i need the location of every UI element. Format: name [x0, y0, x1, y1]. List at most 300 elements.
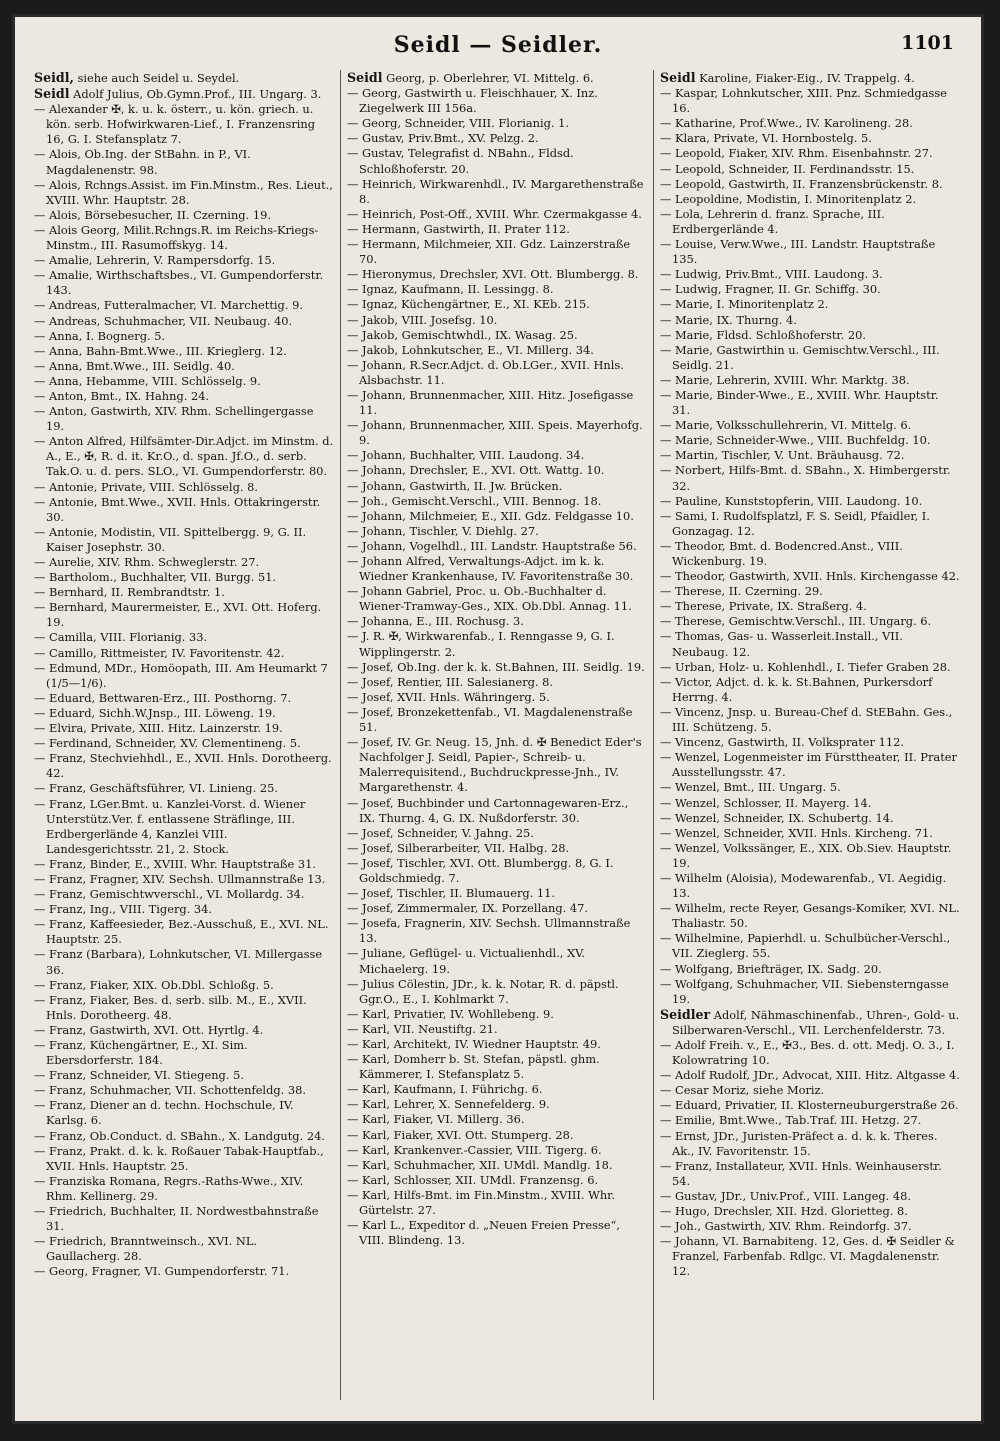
directory-entry [34, 600, 334, 630]
directory-entry [660, 841, 960, 871]
entry-text: — Martin, Tischler, V. Unt. Bräuhausg. 72. [660, 448, 905, 463]
directory-entry [347, 267, 647, 282]
entry-text: — Johann, VI. Barnabiteng. 12, Ges. d. ✠ Seidler & Franzel, Farbenfab. Rdlgc. VI. Magdalenenstr. 12. [660, 1234, 955, 1279]
directory-entry [347, 796, 647, 826]
entry-text: — Georg, Schneider, VIII. Florianig. 1. [347, 116, 570, 131]
entry-text: — Gustav, JDr., Univ.Prof., VIII. Langeg. 48. [660, 1188, 911, 1203]
directory-entry [660, 1113, 960, 1128]
column-divider [340, 70, 341, 1400]
entry-text: — Camilla, VIII. Florianig. 33. [34, 630, 208, 645]
entry-text: — J. R. ✠, Wirkwarenfab., I. Renngasse 9, G. I. Wipplingerstr. 2. [347, 629, 615, 659]
directory-entry [34, 253, 334, 268]
directory-entry [347, 614, 647, 629]
entry-text: — Hermann, Gastwirth, II. Prater 112. [347, 221, 570, 236]
directory-entry [34, 1204, 334, 1234]
directory-entry [347, 418, 647, 448]
directory-entry [660, 1204, 960, 1219]
entry-text: — Jakob, Lohnkutscher, E., VI. Millerg. 34. [347, 342, 594, 357]
page-title: Seidl — Seidler. [393, 32, 603, 58]
directory-entry [34, 872, 334, 887]
directory-entry [347, 282, 647, 297]
directory-entry [34, 495, 334, 525]
entry-text: — Josef, Bronzekettenfab., VI. Magdalenenstraße 51. [347, 704, 633, 735]
entry-text: — Franz, Geschäftsführer, VI. Linieng. 25. [34, 781, 278, 796]
columns-container [34, 70, 964, 1410]
directory-entry [34, 1264, 334, 1279]
entry-text: — Louise, Verw.Wwe., III. Landstr. Hauptstraße 135. [660, 237, 936, 267]
entry-text: — Heinrich, Post-Off., XVIII. Whr. Czermakgasse 4. [347, 206, 642, 221]
directory-entry [660, 373, 960, 388]
directory-entry [347, 1112, 647, 1127]
entry-text: — Joh., Gemischt.Verschl., VIII. Bennog. 18. [347, 493, 602, 508]
entry-text: Adolf, Nähmaschinenfab., Uhren-, Gold- u. Silberwaren-Verschl., VII. Lerchenfelderstr. 73. [672, 1007, 960, 1037]
directory-entry [34, 736, 334, 751]
entry-text: — Wenzel, Schneider, XVII. Hnls. Kircheng. 71. [660, 825, 933, 840]
directory-entry [347, 675, 647, 690]
entry-text: — Karl, Fiaker, XVI. Ott. Stumperg. 28. [347, 1127, 574, 1142]
entry-text: — Anton, Bmt., IX. Hahng. 24. [34, 388, 210, 403]
entry-text: — Urban, Holz- u. Kohlenhdl., I. Tiefer Graben 28. [660, 659, 951, 674]
entry-text: — Alois, Börsebesucher, II. Czerning. 19. [34, 207, 271, 222]
entry-text: — Marie, Lehrerin, XVIII. Whr. Marktg. 38. [660, 372, 910, 387]
directory-entry [347, 1007, 647, 1022]
entry-text: — Josef, Rentier, III. Salesianerg. 8. [347, 674, 554, 689]
directory-entry [347, 70, 647, 86]
directory-entry [347, 886, 647, 901]
entry-text: — Therese, Private, IX. Straßerg. 4. [660, 599, 867, 614]
entry-text: — Leopold, Gastwirth, II. Franzensbrückenstr. 8. [660, 176, 943, 191]
entry-text: — Franz, Installateur, XVII. Hnls. Weinhauserstr. 54. [660, 1158, 942, 1188]
directory-entry [660, 116, 960, 131]
entry-text: — Johanna, E., III. Rochusg. 3. [347, 614, 524, 629]
entry-text: — Wenzel, Bmt., III. Ungarg. 5. [660, 780, 841, 795]
directory-entry [34, 434, 334, 479]
directory-entry [34, 797, 334, 857]
entry-text: — Jakob, VIII. Josefsg. 10. [347, 312, 498, 327]
directory-entry [34, 208, 334, 223]
directory-entry [347, 901, 647, 916]
directory-entry [660, 750, 960, 780]
directory-entry [347, 690, 647, 705]
directory-entry [660, 448, 960, 463]
entry-text: — Josef, Silberarbeiter, VII. Halbg. 28. [347, 840, 570, 855]
directory-entry [34, 721, 334, 736]
directory-entry [34, 751, 334, 781]
entry-text: — Anna, I. Bognerg. 5. [34, 328, 166, 343]
directory-entry [347, 735, 647, 795]
entry-text: — Ferdinand, Schneider, XV. Clementineng. 5. [34, 736, 301, 751]
entry-text: — Franz, LGer.Bmt. u. Kanzlei-Vorst. d. Wiener Unterstütz.Ver. f. entlassene Sträflinge, III. Erdbergerlände 4, Kanzlei VIII. Landesgerichtsstr. 21, 2. Stock. [34, 796, 306, 856]
directory-entry [660, 780, 960, 795]
entry-text: — Franz, Kaffeesieder, Bez.-Ausschuß, E., XVI. NL. Hauptstr. 25. [34, 917, 329, 947]
directory-entry [34, 359, 334, 374]
directory-entry [34, 630, 334, 645]
directory-entry [34, 147, 334, 177]
entry-text: — Johann Alfred, Verwaltungs-Adjct. im k. k. Wiedner Krankenhause, IV. Favoritenstraße 30. [347, 554, 634, 584]
directory-entry [34, 887, 334, 902]
directory-entry [347, 1082, 647, 1097]
entry-text: — Bartholom., Buchhalter, VII. Burgg. 51. [34, 570, 277, 585]
entry-text: — Leopold, Schneider, II. Ferdinandsstr. 15. [660, 161, 915, 176]
page-number: 1101 [901, 32, 954, 54]
directory-entry [660, 1007, 960, 1038]
entry-text: — Franz, Stechviehhdl., E., XVII. Hnls. Dorotheerg. 42. [34, 751, 332, 781]
entry-text: — Franz, Schneider, VI. Stiegeng. 5. [34, 1068, 244, 1083]
directory-entry [347, 237, 647, 267]
directory-entry [660, 237, 960, 267]
entry-text: — Eduard, Sichh.W.Jnsp., III. Löweng. 19. [34, 705, 276, 720]
entry-text: — Wilhelm (Aloisia), Modewarenfab., VI. Aegidig. 13. [660, 870, 947, 901]
directory-entry [347, 1052, 647, 1082]
directory-entry [347, 509, 647, 524]
entry-text: — Karl, Schlosser, XII. UMdl. Franzensg. 6. [347, 1172, 599, 1187]
directory-entry [347, 916, 647, 946]
directory-entry [34, 1023, 334, 1038]
entry-text: — Josef, Buchbinder und Cartonnagewaren-Erz., IX. Thurng. 4, G. IX. Nußdorferstr. 30. [347, 795, 629, 825]
directory-entry [347, 1037, 647, 1052]
directory-entry [347, 826, 647, 841]
entry-text: — Marie, Binder-Wwe., E., XVIII. Whr. Hauptstr. 31. [660, 387, 939, 418]
directory-entry [660, 328, 960, 343]
directory-entry [347, 297, 647, 312]
entry-text: — Johann, Buchhalter, VIII. Laudong. 34. [347, 448, 585, 463]
entry-text: — Anna, Bmt.Wwe., III. Seidlg. 40. [34, 358, 235, 373]
entry-text: — Georg, Gastwirth u. Fleischhauer, X. Inz. Ziegelwerk III 156a. [347, 86, 598, 116]
directory-entry [347, 343, 647, 358]
entry-text: — Bernhard, II. Rembrandtstr. 1. [34, 585, 225, 600]
entry-text: — Josef, Schneider, V. Jahng. 25. [347, 825, 534, 840]
directory-entry [660, 1234, 960, 1279]
entry-text: — Alois, Ob.Ing. der StBahn. in P., VI. Magdalenenstr. 98. [34, 147, 251, 177]
entry-text: — Franz, Gemischtwverschl., VI. Mollardg. 34. [34, 887, 305, 902]
entry-text: — Marie, I. Minoritenplatz 2. [660, 297, 829, 312]
directory-entry [660, 826, 960, 841]
directory-entry [660, 931, 960, 961]
directory-entry [347, 629, 647, 659]
directory-entry [660, 977, 960, 1007]
directory-entry [660, 418, 960, 433]
directory-entry [660, 509, 960, 539]
entry-text: — Ludwig, Fragner, II. Gr. Schiffg. 30. [660, 282, 881, 297]
directory-entry [347, 554, 647, 584]
directory-entry [660, 131, 960, 146]
entry-text: — Karl, Domherr b. St. Stefan, päpstl. ghm. Kämmerer, I. Stefansplatz 5. [347, 1052, 600, 1082]
directory-entry [347, 86, 647, 116]
directory-entry [34, 344, 334, 359]
directory-entry [660, 1098, 960, 1113]
directory-entry [34, 1129, 334, 1144]
directory-entry [347, 479, 647, 494]
entry-text: — Anna, Bahn-Bmt.Wwe., III. Krieglerg. 12. [34, 343, 287, 358]
directory-entry [347, 207, 647, 222]
directory-entry [347, 1218, 647, 1248]
entry-text: — Adolf Freih. v., E., ✠3., Bes. d. ott. Medj. O. 3., I. Kolowratring 10. [660, 1038, 955, 1068]
directory-entry [660, 433, 960, 448]
directory-entry [347, 977, 647, 1007]
directory-page [12, 14, 984, 1424]
entry-text: — Karl, Hilfs-Bmt. im Fin.Minstm., XVIII. Whr. Gürtelstr. 27. [347, 1187, 615, 1218]
entry-text: — Franz, Prakt. d. k. k. Roßauer Tabak-Hauptfab., XVII. Hnls. Hauptstr. 25. [34, 1143, 324, 1173]
entry-text: — Vincenz, Gastwirth, II. Volksprater 112. [660, 735, 904, 750]
entry-text: — Karl, Fiaker, VI. Millerg. 36. [347, 1112, 525, 1127]
directory-entry [347, 524, 647, 539]
directory-entry [347, 388, 647, 418]
entry-text: — Adolf Rudolf, JDr., Advocat, XIII. Hitz. Altgasse 4. [660, 1068, 960, 1083]
entry-text: — Karl L., Expeditor d. „Neuen Freien Presse“, VIII. Blindeng. 13. [347, 1218, 620, 1248]
entry-text: — Klara, Private, VI. Hornbostelg. 5. [660, 131, 872, 146]
directory-entry [660, 1219, 960, 1234]
directory-entry [34, 268, 334, 298]
directory-entry [34, 570, 334, 585]
entry-text: — Johann, Milchmeier, E., XII. Gdz. Feldgasse 10. [347, 508, 634, 523]
directory-entry [347, 222, 647, 237]
entry-text: — Leopold, Fiaker, XIV. Rhm. Eisenbahnstr. 27. [660, 146, 933, 161]
entry-text: — Ignaz, Küchengärtner, E., XI. KEb. 215. [347, 297, 590, 312]
entry-text: — Franz, Schuhmacher, VII. Schottenfeldg. 38. [34, 1083, 307, 1098]
directory-entry [347, 313, 647, 328]
directory-entry [34, 1038, 334, 1068]
entry-text: — Wenzel, Schlosser, II. Mayerg. 14. [660, 795, 872, 810]
entry-text: — Josef, Zimmermaler, IX. Porzellang. 47. [347, 901, 588, 916]
directory-entry [347, 1022, 647, 1037]
entry-text: — Franz, Fragner, XIV. Sechsh. Ullmannstraße 13. [34, 871, 326, 886]
directory-entry [347, 131, 647, 146]
entry-text: — Franz (Barbara), Lohnkutscher, VI. Millergasse 36. [34, 947, 323, 977]
entry-text: — Andreas, Futteralmacher, VI. Marchettig. 9. [34, 298, 303, 313]
directory-entry [660, 599, 960, 614]
entry-text: — Amalie, Wirthschaftsbes., VI. Gumpendorferstr. 143. [34, 268, 324, 298]
directory-entry [347, 1158, 647, 1173]
entry-surname: Seidl, [34, 70, 74, 85]
directory-entry [34, 223, 334, 253]
entry-text: — Wolfgang, Briefträger, IX. Sadg. 20. [660, 961, 882, 976]
entry-text: — Johann, Tischler, V. Diehlg. 27. [347, 523, 539, 538]
entry-text: — Wenzel, Schneider, IX. Schubertg. 14. [660, 810, 894, 825]
entry-text: — Jakob, Gemischtwhdl., IX. Wasag. 25. [347, 327, 578, 342]
directory-entry [347, 584, 647, 614]
directory-entry [347, 705, 647, 735]
directory-entry [347, 1188, 647, 1218]
directory-entry [34, 917, 334, 947]
directory-entry [347, 177, 647, 207]
entry-text: — Norbert, Hilfs-Bmt. d. SBahn., X. Himbergerstr. 32. [660, 463, 951, 493]
directory-entry [34, 1174, 334, 1204]
directory-entry [660, 811, 960, 826]
entry-text: — Karl, Kaufmann, I. Führichg. 6. [347, 1082, 543, 1097]
entry-text: — Franz, Fiaker, XIX. Ob.Dbl. Schloßg. 5. [34, 977, 274, 992]
entry-text: — Alexander ✠, k. u. k. österr., u. kön. griech. u. kön. serb. Hofwirkwaren-Lief., I. Franzensring 16, G. I. Stefansplatz 7. [34, 102, 316, 147]
entry-text: — Franz, Diener an d. techn. Hochschule, IV. Karlsg. 6. [34, 1098, 294, 1128]
entry-text: — Wenzel, Volkssänger, E., XIX. Ob.Siev. Hauptstr. 19. [660, 840, 952, 870]
directory-entry [660, 901, 960, 931]
entry-text: — Friedrich, Branntweinsch., XVI. NL. Gaullacherg. 28. [34, 1234, 258, 1264]
entry-text: — Edmund, MDr., Homöopath, III. Am Heumarkt 7 (1/5—1/6). [34, 660, 328, 690]
entry-text: — Friedrich, Buchhalter, II. Nordwestbahnstraße 31. [34, 1204, 319, 1234]
entry-text: — Josef, Tischler, II. Blumauerg. 11. [347, 886, 556, 901]
entry-text: — Ignaz, Kaufmann, II. Lessingg. 8. [347, 282, 554, 297]
entry-text: — Thomas, Gas- u. Wasserleit.Install., VII. Neubaug. 12. [660, 629, 903, 659]
directory-entry [34, 329, 334, 344]
entry-text: — Wenzel, Logenmeister im Fürsttheater, II. Prater Ausstellungsstr. 47. [660, 750, 957, 780]
directory-entry [34, 661, 334, 691]
directory-entry [660, 1189, 960, 1204]
entry-text: — Karl, Schuhmacher, XII. UMdl. Mandlg. 18. [347, 1157, 613, 1172]
entry-text: — Josef, Ob.Ing. der k. k. St.Bahnen, III. Seidlg. 19. [347, 659, 645, 674]
entry-text: — Elvira, Private, XIII. Hitz. Lainzerstr. 19. [34, 721, 283, 736]
directory-entry [660, 539, 960, 569]
entry-text: — Antonie, Bmt.Wwe., XVII. Hnls. Ottakringerstr. 30. [34, 494, 321, 524]
directory-entry [660, 282, 960, 297]
directory-entry [34, 555, 334, 570]
directory-entry [347, 1097, 647, 1112]
entry-text: — Josef, Tischler, XVI. Ott. Blumbergg. 8, G. I. Goldschmiedg. 7. [347, 855, 614, 885]
entry-text: — Josef, XVII. Hnls. Währingerg. 5. [347, 689, 550, 704]
column-divider [653, 70, 654, 1400]
directory-entry [660, 343, 960, 373]
directory-entry [34, 902, 334, 917]
directory-entry [34, 298, 334, 313]
directory-entry [660, 1083, 960, 1098]
entry-text: — Marie, IX. Thurng. 4. [660, 312, 797, 327]
entry-text: — Ernst, JDr., Juristen-Präfect a. d. k. k. Theres. Ak., IV. Favoritenstr. 15. [660, 1128, 938, 1158]
directory-entry [347, 358, 647, 388]
directory-entry [34, 480, 334, 495]
entry-text: — Hermann, Milchmeier, XII. Gdz. Lainzerstraße 70. [347, 237, 631, 267]
directory-entry [660, 584, 960, 599]
entry-surname: Seidler [660, 1006, 711, 1022]
entry-text: — Amalie, Lehrerin, V. Rampersdorfg. 15. [34, 253, 276, 268]
entry-text: siehe auch Seidel u. Seydel. [73, 71, 240, 85]
directory-entry [34, 1068, 334, 1083]
directory-entry [660, 162, 960, 177]
entry-text: — Kaspar, Lohnkutscher, XIII. Pnz. Schmiedgasse 16. [660, 86, 947, 116]
directory-entry [347, 856, 647, 886]
directory-entry [347, 1143, 647, 1158]
entry-text: — Franziska Romana, Regrs.-Raths-Wwe., XIV. Rhm. Kellinerg. 29. [34, 1173, 304, 1203]
entry-text: — Josefa, Fragnerin, XIV. Sechsh. Ullmannstraße 13. [347, 916, 631, 946]
entry-text: — Wilhelm, recte Reyer, Gesangs-Komiker, XVI. NL. Thaliastr. 50. [660, 901, 960, 931]
directory-entry [34, 585, 334, 600]
entry-text: — Johann, R.Secr.Adjct. d. Ob.LGer., XVII. Hnls. Alsbachstr. 11. [347, 357, 624, 387]
entry-text: — Wolfgang, Schuhmacher, VII. Siebensterngasse 19. [660, 976, 949, 1006]
entry-text: — Franz, Gastwirth, XVI. Ott. Hyrtlg. 4. [34, 1022, 264, 1037]
directory-entry [347, 328, 647, 343]
entry-text: — Georg, Fragner, VI. Gumpendorferstr. 71. [34, 1264, 290, 1279]
entry-surname: Seidl [660, 70, 696, 85]
entry-text: — Alois Georg, Milit.Rchngs.R. im Reichs-Kriegs-Minstm., III. Rasumoffskyg. 14. [34, 222, 319, 253]
directory-entry [34, 978, 334, 993]
entry-text: — Bernhard, Maurermeister, E., XVI. Ott. Hoferg. 19. [34, 600, 322, 630]
directory-entry [660, 86, 960, 116]
entry-text: Georg, p. Oberlehrer, VI. Mittelg. 6. [382, 71, 594, 85]
entry-text: — Johann, Drechsler, E., XVI. Ott. Wattg. 10. [347, 463, 605, 478]
entry-text: — Gustav, Priv.Bmt., XV. Pelzg. 2. [347, 131, 539, 146]
directory-entry [660, 1159, 960, 1189]
directory-entry [34, 1098, 334, 1128]
entry-text: — Theodor, Bmt. d. Bodencred.Anst., VIII. Wickenburg. 19. [660, 538, 903, 568]
entry-text: — Johann, Brunnenmacher, XIII. Hitz. Josefigasse 11. [347, 387, 634, 418]
entry-text: — Hieronymus, Drechsler, XVI. Ott. Blumbergg. 8. [347, 267, 639, 282]
entry-text: — Franz, Fiaker, Bes. d. serb. silb. M., E., XVII. Hnls. Dorotheerg. 48. [34, 992, 307, 1022]
directory-entry [34, 691, 334, 706]
entry-text: — Leopoldine, Modistin, I. Minoritenplatz 2. [660, 191, 917, 206]
directory-entry [34, 1234, 334, 1264]
entry-text: — Franz, Ob.Conduct. d. SBahn., X. Landgutg. 24. [34, 1128, 325, 1143]
directory-entry [660, 796, 960, 811]
directory-entry [34, 178, 334, 208]
directory-entry [34, 389, 334, 404]
entry-text: — Eduard, Privatier, II. Klosterneuburgerstraße 26. [660, 1098, 959, 1113]
entry-text: — Andreas, Schuhmacher, VII. Neubaug. 40. [34, 313, 293, 328]
entry-text: — Johann, Brunnenmacher, XIII. Speis. Mayerhofg. 9. [347, 418, 643, 448]
entry-text: — Therese, II. Czerning. 29. [660, 584, 823, 599]
directory-entry [34, 404, 334, 434]
directory-entry [34, 70, 334, 86]
entry-text: — Johann, Gastwirth, II. Jw. Brücken. [347, 478, 563, 493]
directory-entry [660, 629, 960, 659]
entry-text: — Josef, IV. Gr. Neug. 15, Jnh. d. ✠ Benedict Eder's Nachfolger J. Seidl, Papier-, Schreib- u. Malerrequisitend., Buchdruckpresse-Jnh., IV. Margarethenstr. 4. [347, 735, 642, 795]
directory-entry [34, 314, 334, 329]
entry-text: — Antonie, Modistin, VII. Spittelbergg. 9, G. II. Kaiser Josephstr. 30. [34, 524, 307, 554]
directory-entry [660, 871, 960, 901]
entry-text: — Vincenz, Jnsp. u. Bureau-Chef d. StEBahn. Ges., III. Schützeng. 5. [660, 704, 953, 735]
entry-text: — Antonie, Private, VIII. Schlösselg. 8. [34, 479, 258, 494]
directory-entry [660, 70, 960, 86]
entry-text: — Katharine, Prof.Wwe., IV. Karolineng. 28. [660, 116, 913, 131]
entry-text: — Hugo, Drechsler, XII. Hzd. Glorietteg. 8. [660, 1204, 908, 1219]
entry-text: — Eduard, Bettwaren-Erz., III. Posthorng. 7. [34, 690, 292, 705]
entry-text: — Franz, Ing., VIII. Tigerg. 34. [34, 902, 213, 917]
entry-text: — Karl, Architekt, IV. Wiedner Hauptstr. 49. [347, 1037, 601, 1051]
entry-text: — Ludwig, Priv.Bmt., VIII. Laudong. 3. [660, 267, 883, 282]
entry-surname: Seidl [34, 86, 70, 102]
column-2 [347, 70, 647, 1410]
entry-text: — Alois, Rchngs.Assist. im Fin.Minstm., Res. Lieut., XVIII. Whr. Hauptstr. 28. [34, 177, 333, 207]
entry-text: — Karl, Krankenver.-Cassier, VIII. Tigerg. 6. [347, 1142, 602, 1157]
entry-text: — Therese, Gemischtw.Verschl., III. Ungarg. 6. [660, 614, 932, 629]
entry-text: — Franz, Binder, E., XVIII. Whr. Hauptstraße 31. [34, 856, 316, 871]
directory-entry [347, 116, 647, 131]
entry-text: — Marie, Fldsd. Schloßhoferstr. 20. [660, 327, 866, 342]
entry-text: — Cesar Moriz, siehe Moriz. [660, 1083, 825, 1098]
directory-entry [34, 857, 334, 872]
directory-entry [34, 781, 334, 796]
entry-text: — Karl, Privatier, IV. Wohllebeng. 9. [347, 1006, 554, 1021]
directory-entry [660, 267, 960, 282]
directory-entry [347, 448, 647, 463]
entry-text: — Gustav, Telegrafist d. NBahn., Fldsd. Schloßhoferstr. 20. [347, 146, 574, 176]
page-header [12, 32, 984, 68]
directory-entry [34, 374, 334, 389]
entry-text: — Lola, Lehrerin d. franz. Sprache, III. Erdbergerlände 4. [660, 206, 885, 236]
directory-entry [660, 313, 960, 328]
directory-entry [34, 993, 334, 1023]
directory-entry [347, 539, 647, 554]
entry-text: — Anton, Gastwirth, XIV. Rhm. Schellingergasse 19. [34, 404, 314, 434]
entry-text: — Emilie, Bmt.Wwe., Tab.Traf. III. Hetzg. 27. [660, 1113, 922, 1128]
directory-entry [660, 297, 960, 312]
directory-entry [660, 614, 960, 629]
column-3 [660, 70, 960, 1410]
directory-entry [34, 706, 334, 721]
directory-entry [660, 1068, 960, 1083]
directory-entry [347, 841, 647, 856]
directory-entry [34, 646, 334, 661]
directory-entry [34, 947, 334, 977]
directory-entry [34, 1144, 334, 1174]
directory-entry [347, 1173, 647, 1188]
entry-text: — Joh., Gastwirth, XIV. Rhm. Reindorfg. 37. [660, 1219, 912, 1234]
